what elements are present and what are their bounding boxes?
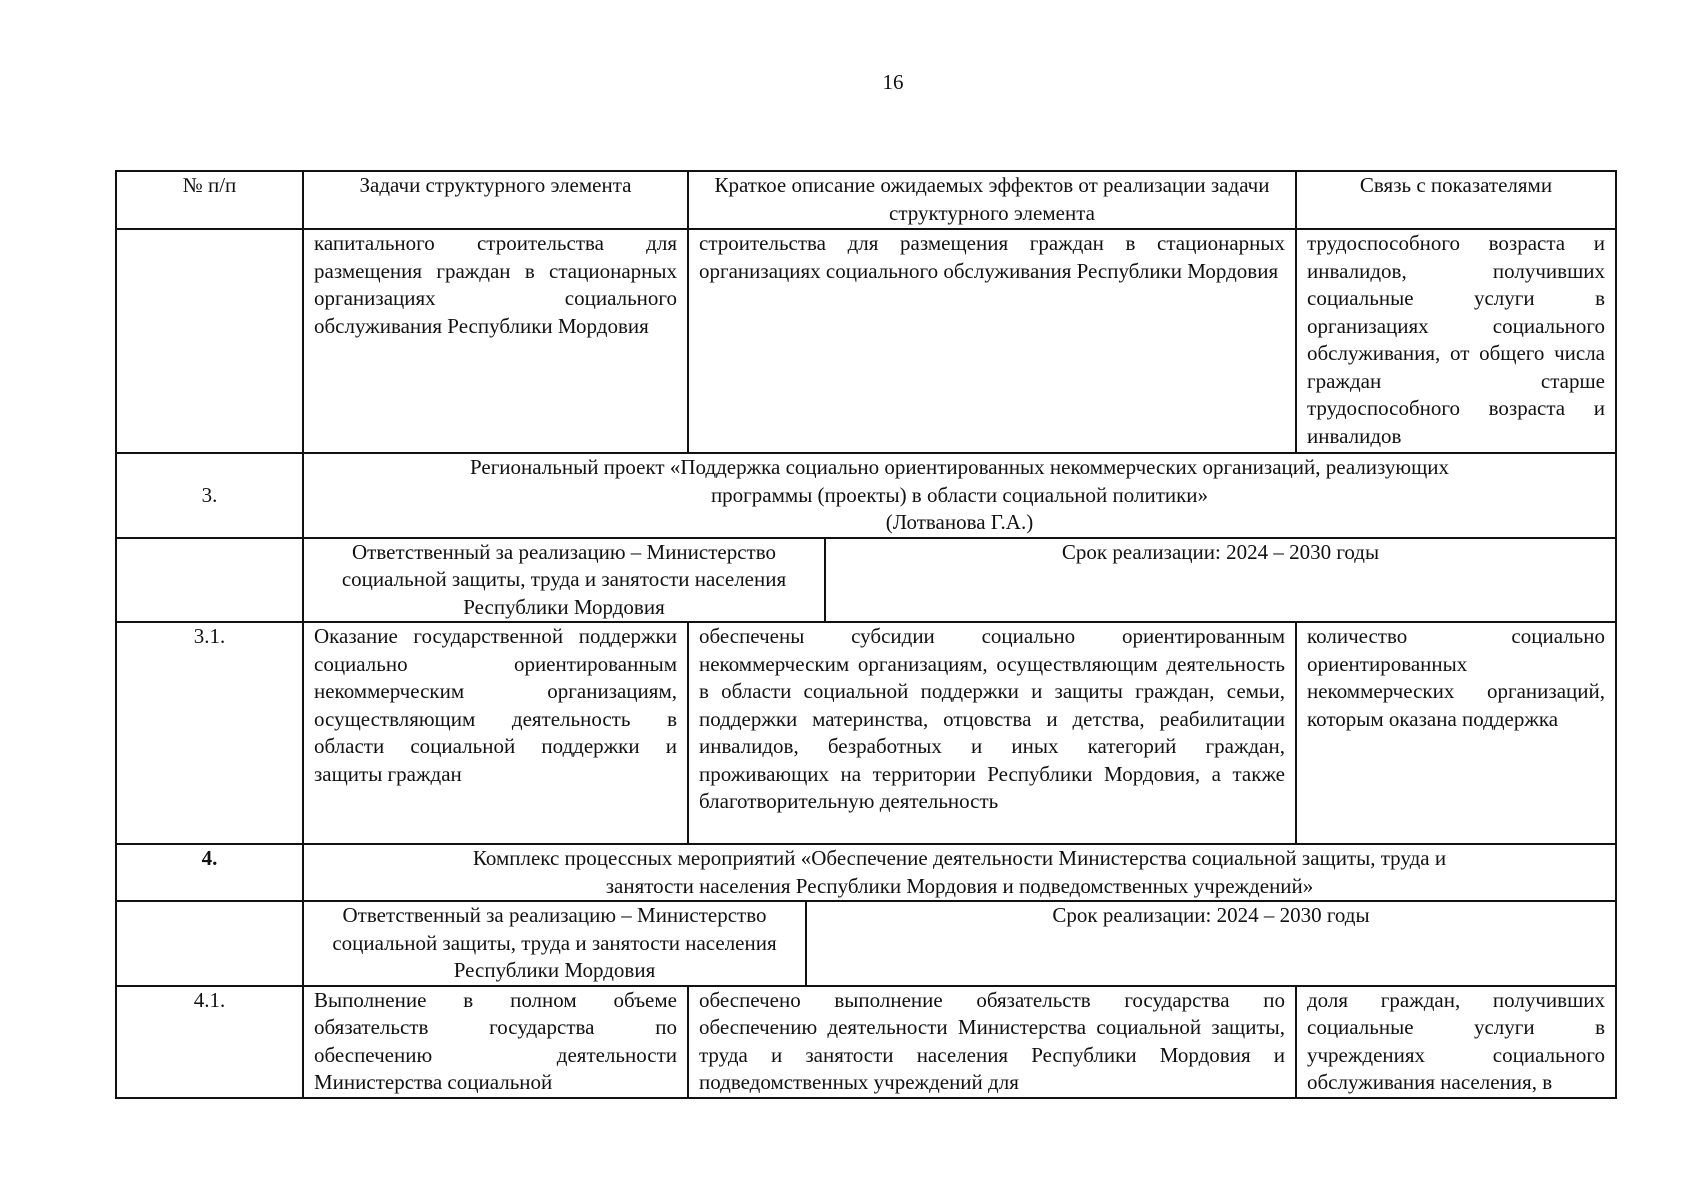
term-text: Срок реализации: 2024 – 2030 годы <box>1061 539 1380 564</box>
section-title-line: занятости населения Республики Мордовия и подведомственных учреждений» <box>605 873 1314 898</box>
row-num: 3.1. <box>116 622 303 844</box>
row-task: Оказание государственной поддержки социально ориентированным некоммерческим организациям, осуществляющим деятельность в области социальной поддержки и защиты граждан <box>303 622 688 844</box>
section-curator: (Лотванова Г.А.) <box>885 510 1034 534</box>
header-num: № п/п <box>116 171 303 229</box>
section-number: 3. <box>116 453 303 538</box>
section-header-row <box>116 453 1616 538</box>
row-indicator: количество социально ориентированных некоммерческих организаций, которым оказана поддержка <box>1296 622 1616 844</box>
row-effect: строительства для размещения граждан в стационарных организациях социального обслуживания Республики Мордовия <box>688 229 1296 453</box>
row-effect: обеспечены субсидии социально ориентированным некоммерческим организациям, осуществляющим деятельность в области социальной поддержки и защиты граждан, семьи, поддержки материнства, отцовства и детства, реабилитации инвалидов, безработных и иных категорий граждан, проживающих на территории Республики Мордовия, а также благотворительную деятельность <box>688 622 1296 844</box>
header-indicators: Связь с показателями <box>1296 171 1616 229</box>
header-effects: Краткое описание ожидаемых эффектов от реализации задачи структурного элемента <box>688 171 1296 229</box>
section-title-line: Региональный проект «Поддержка социально ориентированных некоммерческих организаций, реализующих <box>469 455 1450 479</box>
responsible-text: Ответственный за реализацию – Министерство социальной защиты, труда и занятости населения Республики Мордовия <box>304 902 806 985</box>
table-row <box>116 986 1616 1098</box>
structural-elements-table <box>115 170 1617 1099</box>
row-num <box>116 901 303 986</box>
term-text: Срок реализации: 2024 – 2030 годы <box>1052 903 1370 927</box>
section-title <box>303 453 1616 538</box>
row-indicator: доля граждан, получивших социальные услуги в учреждениях социального обслуживания населения, в <box>1296 986 1616 1098</box>
row-task: Выполнение в полном объеме обязательств государства по обеспечению деятельности Министерства социальной <box>303 986 688 1098</box>
row-num: 4.1. <box>116 986 303 1098</box>
table-header-row <box>116 171 1616 229</box>
responsible-text: Ответственный за реализацию – Министерство социальной защиты, труда и занятости населения Республики Мордовия <box>304 539 825 622</box>
header-tasks: Задачи структурного элемента <box>303 171 688 229</box>
section-number: 4. <box>116 844 303 901</box>
section-header-row <box>116 844 1616 901</box>
page-number: 16 <box>882 70 904 94</box>
table-row <box>116 229 1616 453</box>
row-num <box>116 229 303 453</box>
section-meta-row <box>116 538 1616 623</box>
meta-subtable <box>304 539 1615 622</box>
section-meta-row <box>116 901 1616 986</box>
row-task: капитального строительства для размещения граждан в стационарных организациях социального обслуживания Республики Мордовия <box>303 229 688 453</box>
section-title-line: Комплекс процессных мероприятий «Обеспечение деятельности Министерства социальной защиты, труда и <box>472 846 1447 870</box>
table-row <box>116 622 1616 844</box>
section-title-line: программы (проекты) в области социальной политики» <box>710 482 1209 507</box>
section-title <box>303 844 1616 901</box>
row-effect: обеспечено выполнение обязательств государства по обеспечению деятельности Министерства социальной защиты, труда и занятости населения Республики Мордовия и подведомственных учреждений для <box>688 986 1296 1098</box>
meta-subtable <box>304 902 1615 985</box>
section-meta <box>303 901 1616 986</box>
row-num <box>116 538 303 623</box>
row-indicator: трудоспособного возраста и инвалидов, получивших социальные услуги в организациях социального обслуживания, от общего числа граждан старше трудоспособного возраста и инвалидов <box>1296 229 1616 453</box>
section-meta <box>303 538 1616 623</box>
